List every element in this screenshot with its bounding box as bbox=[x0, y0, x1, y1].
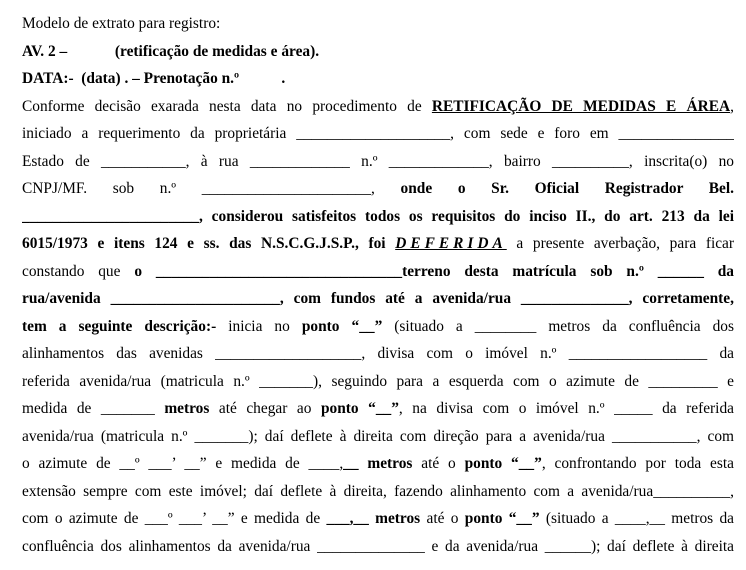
point-label: ponto “__” bbox=[301, 317, 383, 335]
paragraph-line-15 bbox=[22, 478, 734, 506]
text-segment: Estado de ___________, à rua _____________ n.º _____________, bairro __________, inscrita(o) no bbox=[22, 152, 734, 170]
text-segment: CNPJ/MF. sob n.º ______________________, bbox=[22, 180, 401, 197]
text-segment: , na divisa com o imóvel n.º _____ da referida bbox=[398, 400, 734, 417]
text-segment-bold: onde o Sr. Oficial Registrador Bel. bbox=[400, 180, 734, 197]
paragraph-line-16 bbox=[22, 505, 734, 533]
text-segment: , bbox=[730, 97, 734, 115]
text-segment: até chegar ao bbox=[209, 400, 321, 417]
text-segment: a presente averbação, para ficar bbox=[506, 235, 734, 252]
point-label: ponto “__” bbox=[464, 510, 540, 527]
av-title: (retificação de medidas e área). bbox=[114, 42, 320, 60]
heading-text: Modelo de extrato para registro: bbox=[22, 15, 221, 32]
paragraph-line-17 bbox=[22, 533, 734, 561]
text-segment-bold: tem a seguinte descrição:- bbox=[22, 317, 217, 335]
paragraph-line-3 bbox=[22, 148, 734, 176]
paragraph-line-9 bbox=[22, 313, 734, 341]
text-segment: constando que bbox=[22, 262, 135, 280]
text-segment-bold: ___,__ metros bbox=[326, 510, 421, 527]
paragraph-line-8 bbox=[22, 285, 734, 313]
paragraph-line-2 bbox=[22, 120, 734, 148]
paragraph-line-11 bbox=[22, 368, 734, 396]
text-segment: , confrontando por toda esta bbox=[541, 455, 734, 472]
paragraph-line-7 bbox=[22, 258, 734, 286]
text-segment: o azimute de __º ___’ __” e medida de ____, bbox=[22, 455, 344, 472]
text-segment: até o bbox=[412, 455, 465, 472]
text-segment: medida de _______ bbox=[22, 400, 165, 417]
document-page bbox=[22, 10, 734, 560]
text-segment-bold: o ________________________________terreno desta matrícula sob n.º ______ da bbox=[134, 262, 734, 280]
paragraph-line-1 bbox=[22, 93, 734, 121]
text-segment: extensão sempre com este imóvel; daí deflete à direita, fazendo alinhamento com a avenida/rua__________, bbox=[22, 482, 734, 500]
paragraph-line-4 bbox=[22, 175, 734, 203]
av-number: AV. 2 – bbox=[22, 42, 68, 60]
paragraph-line-5 bbox=[22, 203, 734, 231]
text-segment: referida avenida/rua (matricula n.º _______), seguindo para a esquerda com o azimute de _________ e bbox=[22, 372, 734, 390]
paragraph-line-14 bbox=[22, 450, 734, 478]
date-text: DATA:- (data) . – Prenotação n.º . bbox=[22, 70, 286, 87]
text-segment: (situado a ________ metros da confluência dos bbox=[382, 317, 734, 335]
text-segment-bold: __ metros bbox=[343, 455, 413, 472]
av-line bbox=[22, 38, 734, 66]
date-line bbox=[22, 65, 734, 93]
point-label: ponto “__” bbox=[464, 455, 542, 472]
procedure-title: RETIFICAÇÃO DE MEDIDAS E ÁREA bbox=[431, 97, 731, 115]
text-segment: com o azimute de ___º ___’ __” e medida de bbox=[22, 510, 327, 527]
text-segment: inicia no bbox=[216, 317, 302, 335]
paragraph-line-12 bbox=[22, 395, 734, 423]
text-segment-bold: rua/avenida ______________________, com fundos até a avenida/rua ______________, corretamente, bbox=[22, 290, 734, 307]
point-label: ponto “__” bbox=[320, 400, 399, 417]
text-segment: Conforme decisão exarada nesta data no procedimento de bbox=[22, 97, 432, 115]
text-segment: confluência dos alinhamentos da avenida/rua ______________ e da avenida/rua ______); daí deflete à direita bbox=[22, 537, 734, 555]
text-segment-bold: _______________________, considerou satisfeitos todos os requisitos do inciso II., do art. 213 da lei bbox=[22, 207, 734, 225]
text-segment: alinhamentos das avenidas ___________________, divisa com o imóvel n.º __________________ da bbox=[22, 345, 734, 362]
paragraph-line-13 bbox=[22, 423, 734, 451]
text-segment: (situado a ____,__ metros da bbox=[539, 510, 734, 527]
text-segment: avenida/rua (matricula n.º _______); daí deflete à direita com direção para a avenida/rua ___________, com bbox=[22, 427, 734, 445]
paragraph-line-6 bbox=[22, 230, 734, 258]
deferida-stamp: DEFERIDA bbox=[395, 235, 507, 252]
text-segment-bold: metros bbox=[164, 400, 210, 417]
paragraph-line-10 bbox=[22, 340, 734, 368]
text-segment: até o bbox=[420, 510, 465, 527]
text-segment: iniciado a requerimento da proprietária ____________________, com sede e foro em _______________ bbox=[22, 125, 734, 142]
doc-heading bbox=[22, 10, 734, 38]
text-segment-bold: 6015/1973 e itens 124 e ss. das N.S.C.G.J.S.P., foi bbox=[22, 235, 396, 252]
